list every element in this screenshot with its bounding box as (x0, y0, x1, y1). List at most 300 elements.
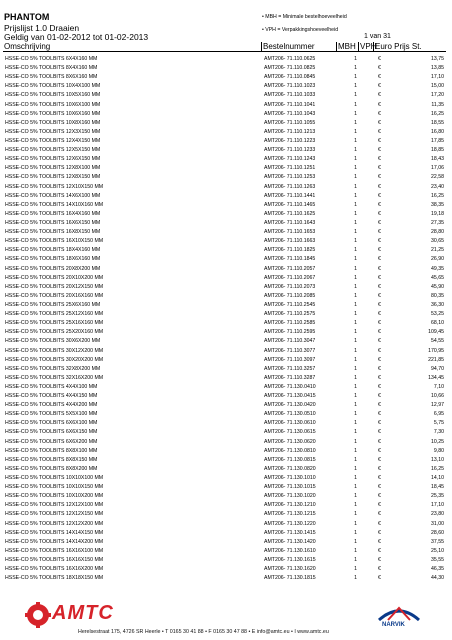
cell-price (374, 274, 446, 283)
price-amount: 28,60 (431, 529, 444, 536)
cell-price (374, 128, 446, 137)
price-amount: 14,10 (431, 475, 444, 482)
cell-mbh: 1 (354, 283, 357, 290)
price-amount: 17,06 (431, 165, 444, 172)
cell-vph (359, 283, 374, 292)
cell-description: HSSE-CO 5% TOOLBITS 25X16X160 MM (5, 320, 104, 327)
cell-order-number: AMT206- 71.110.1263 (264, 183, 316, 190)
cell-price (374, 210, 446, 219)
cell-vph (359, 255, 374, 264)
cell-order-number: AMT206- 71.130.1415 (264, 529, 316, 536)
cell-description: HSSE-CO 5% TOOLBITS 12X4X150 MM (5, 137, 101, 144)
cell-price (374, 510, 446, 519)
table-row (3, 237, 446, 246)
cell-mbh: 1 (354, 229, 357, 236)
currency-symbol: € (378, 356, 381, 363)
currency-symbol: € (378, 56, 381, 62)
cell-mbh: 1 (354, 356, 357, 363)
cell-mbh: 1 (354, 219, 357, 226)
cell-price (374, 301, 446, 310)
cell-description: HSSE-CO 5% TOOLBITS 20X8X200 MM (5, 265, 101, 272)
cell-description: HSSE-CO 5% TOOLBITS 32X16X200 MM (5, 374, 104, 381)
cell-order-number: AMT206- 71.110.3287 (264, 374, 316, 381)
cell-price (374, 110, 446, 119)
cell-price (374, 492, 446, 501)
cell-vph (359, 292, 374, 301)
column-header-order-number: Bestelnummer (262, 42, 337, 51)
cell-order-number: AMT206- 71.130.0615 (264, 429, 316, 436)
cell-mbh: 1 (354, 374, 357, 381)
cell-vph (359, 465, 374, 474)
table-row (3, 356, 446, 365)
price-amount: 16,25 (431, 192, 444, 199)
price-amount: 19,18 (431, 210, 444, 217)
cell-mbh: 1 (354, 265, 357, 272)
cell-price (374, 64, 446, 73)
cell-order-number: AMT206- 71.110.2595 (264, 329, 316, 336)
cell-order-number: AMT206- 71.130.1815 (264, 575, 316, 582)
table-row (3, 219, 446, 228)
cell-mbh: 1 (354, 256, 357, 263)
cell-price (374, 328, 446, 337)
cell-order-number: AMT206- 71.130.1420 (264, 538, 316, 545)
table-row (3, 447, 446, 456)
currency-symbol: € (378, 92, 381, 99)
cell-order-number: AMT206- 71.110.1023 (264, 83, 316, 90)
table-row (3, 283, 446, 292)
table-row (3, 510, 446, 519)
cell-description: HSSE-CO 5% TOOLBITS 12X12X200 MM (5, 520, 104, 527)
cell-price (374, 501, 446, 510)
cell-vph (359, 520, 374, 529)
price-amount: 25,35 (431, 493, 444, 500)
price-amount: 11,35 (431, 101, 444, 108)
cell-mbh: 1 (354, 520, 357, 527)
price-amount: 17,20 (431, 92, 444, 99)
table-row (3, 556, 446, 565)
currency-symbol: € (378, 547, 381, 554)
table-row (3, 82, 446, 91)
cell-mbh: 1 (354, 402, 357, 409)
cell-price (374, 574, 446, 583)
cell-order-number: AMT206- 71.130.1610 (264, 547, 316, 554)
cell-mbh: 1 (354, 429, 357, 436)
table-row (3, 292, 446, 301)
price-amount: 49,35 (431, 265, 444, 272)
cell-mbh: 1 (354, 447, 357, 454)
cell-mbh: 1 (354, 484, 357, 491)
table-row (3, 265, 446, 274)
cell-description: HSSE-CO 5% TOOLBITS 20X10X200 MM (5, 274, 104, 281)
table-row (3, 419, 446, 428)
cell-description: HSSE-CO 5% TOOLBITS 4X4X200 MM (5, 402, 98, 409)
price-amount: 37,55 (431, 538, 444, 545)
table-row (3, 173, 446, 182)
cell-order-number: AMT206- 71.110.1845 (264, 256, 316, 263)
price-amount: 12,97 (431, 402, 444, 409)
currency-symbol: € (378, 557, 381, 564)
cell-mbh: 1 (354, 183, 357, 190)
cell-mbh: 1 (354, 119, 357, 126)
cell-vph (359, 91, 374, 100)
cell-vph (359, 483, 374, 492)
cell-vph (359, 438, 374, 447)
cell-order-number: AMT206- 71.130.0415 (264, 393, 316, 400)
cell-mbh: 1 (354, 420, 357, 427)
cell-order-number: AMT206- 71.110.1041 (264, 101, 316, 108)
currency-symbol: € (378, 402, 381, 409)
currency-symbol: € (378, 447, 381, 454)
cell-vph (359, 538, 374, 547)
price-amount: 17,85 (431, 137, 444, 144)
cell-description: HSSE-CO 5% TOOLBITS 14X10X160 MM (5, 201, 104, 208)
cell-vph (359, 419, 374, 428)
price-amount: 13,85 (431, 65, 444, 72)
pricelist-title: Prijslijst 1.0 Draaien (4, 23, 80, 33)
price-amount: 18,45 (431, 484, 444, 491)
cell-description: HSSE-CO 5% TOOLBITS 14X14X150 MM (5, 529, 104, 536)
cell-description: HSSE-CO 5% TOOLBITS 12X12X100 MM (5, 502, 104, 509)
currency-symbol: € (378, 292, 381, 299)
cell-price (374, 292, 446, 301)
amtc-logo-text: AMTC (52, 602, 114, 624)
cell-order-number: AMT206- 71.130.0815 (264, 456, 316, 463)
cell-price (374, 565, 446, 574)
price-amount: 68,10 (431, 320, 444, 327)
cell-vph (359, 356, 374, 365)
cell-price (374, 438, 446, 447)
cell-description: HSSE-CO 5% TOOLBITS 16X10X150 MM (5, 238, 104, 245)
cell-order-number: AMT206- 71.110.2585 (264, 320, 316, 327)
cell-description: HSSE-CO 5% TOOLBITS 12X3X150 MM (5, 128, 101, 135)
cell-vph (359, 474, 374, 483)
column-header-mbh: MBH (337, 42, 359, 51)
currency-symbol: € (378, 210, 381, 217)
table-header (3, 42, 446, 52)
currency-symbol: € (378, 393, 381, 400)
table-row (3, 137, 446, 146)
cell-vph (359, 501, 374, 510)
cell-vph (359, 319, 374, 328)
cell-vph (359, 328, 374, 337)
currency-symbol: € (378, 101, 381, 108)
table-row (3, 547, 446, 556)
cell-description: HSSE-CO 5% TOOLBITS 10X10X200 MM (5, 493, 104, 500)
table-row (3, 474, 446, 483)
cell-order-number: AMT206- 71.110.2575 (264, 311, 316, 318)
price-table-body (3, 55, 446, 583)
cell-price (374, 410, 446, 419)
cell-vph (359, 510, 374, 519)
currency-symbol: € (378, 301, 381, 308)
cell-description: HSSE-CO 5% TOOLBITS 16X4X160 MM (5, 210, 101, 217)
cell-description: HSSE-CO 5% TOOLBITS 8X8X150 MM (5, 456, 98, 463)
price-amount: 10,25 (431, 438, 444, 445)
cell-mbh: 1 (354, 74, 357, 81)
cell-order-number: AMT206- 71.110.2067 (264, 274, 316, 281)
cell-description: HSSE-CO 5% TOOLBITS 14X6X100 MM (5, 192, 101, 199)
table-row (3, 101, 446, 110)
table-row (3, 55, 446, 64)
table-row (3, 538, 446, 547)
cell-order-number: AMT206- 71.130.1620 (264, 566, 316, 573)
cell-order-number: AMT206- 71.110.0625 (264, 56, 316, 62)
cell-price (374, 428, 446, 437)
currency-symbol: € (378, 475, 381, 482)
cell-vph (359, 310, 374, 319)
cell-description: HSSE-CO 5% TOOLBITS 8X6X160 MM (5, 74, 98, 81)
currency-symbol: € (378, 83, 381, 90)
cell-description: HSSE-CO 5% TOOLBITS 12X8X150 MM (5, 174, 101, 181)
table-row (3, 119, 446, 128)
price-amount: 23,80 (431, 511, 444, 518)
cell-description: HSSE-CO 5% TOOLBITS 10X6X100 MM (5, 101, 101, 108)
cell-order-number: AMT206- 71.110.1243 (264, 156, 316, 163)
cell-price (374, 529, 446, 538)
table-row (3, 483, 446, 492)
cell-price (374, 73, 446, 82)
cell-mbh: 1 (354, 502, 357, 509)
cell-description: HSSE-CO 5% TOOLBITS 6X4X160 MM (5, 56, 98, 62)
cell-order-number: AMT206- 71.110.2545 (264, 301, 316, 308)
table-row (3, 365, 446, 374)
currency-symbol: € (378, 147, 381, 154)
price-amount: 38,35 (431, 201, 444, 208)
currency-symbol: € (378, 283, 381, 290)
cell-price (374, 255, 446, 264)
narvik-logo-text: NARVIK (382, 622, 405, 628)
table-row (3, 347, 446, 356)
cell-vph (359, 201, 374, 210)
cell-order-number: AMT206- 71.110.1043 (264, 110, 316, 117)
cell-mbh: 1 (354, 465, 357, 472)
table-row (3, 210, 446, 219)
price-amount: 18,85 (431, 147, 444, 154)
cell-vph (359, 228, 374, 237)
cell-description: HSSE-CO 5% TOOLBITS 12X6X150 MM (5, 156, 101, 163)
cell-price (374, 538, 446, 547)
cell-price (374, 137, 446, 146)
cell-order-number: AMT206- 71.130.0610 (264, 420, 316, 427)
cell-order-number: AMT206- 71.110.1441 (264, 192, 316, 199)
cell-mbh: 1 (354, 301, 357, 308)
cell-price (374, 483, 446, 492)
price-amount: 46,35 (431, 566, 444, 573)
cell-order-number: AMT206- 71.130.1020 (264, 493, 316, 500)
cell-order-number: AMT206- 71.130.1220 (264, 520, 316, 527)
cell-price (374, 146, 446, 155)
currency-symbol: € (378, 156, 381, 163)
cell-description: HSSE-CO 5% TOOLBITS 12X5X150 MM (5, 147, 101, 154)
cell-mbh: 1 (354, 547, 357, 554)
price-amount: 27,35 (431, 219, 444, 226)
currency-symbol: € (378, 465, 381, 472)
currency-symbol: € (378, 383, 381, 390)
cell-vph (359, 529, 374, 538)
table-row (3, 392, 446, 401)
cell-description: HSSE-CO 5% TOOLBITS 10X4X100 MM (5, 83, 101, 90)
cell-order-number: AMT206- 71.110.1253 (264, 174, 316, 181)
cell-description: HSSE-CO 5% TOOLBITS 16X8X150 MM (5, 229, 101, 236)
currency-symbol: € (378, 520, 381, 527)
currency-symbol: € (378, 265, 381, 272)
cell-mbh: 1 (354, 320, 357, 327)
cell-description: HSSE-CO 5% TOOLBITS 12X10X150 MM (5, 183, 104, 190)
cell-description: HSSE-CO 5% TOOLBITS 12X12X150 MM (5, 511, 104, 518)
cell-vph (359, 301, 374, 310)
price-amount: 18,43 (431, 156, 444, 163)
cell-mbh: 1 (354, 538, 357, 545)
cell-description: HSSE-CO 5% TOOLBITS 20X12X150 MM (5, 283, 104, 290)
currency-symbol: € (378, 456, 381, 463)
cell-order-number: AMT206- 71.130.0820 (264, 465, 316, 472)
cell-price (374, 192, 446, 201)
table-row (3, 183, 446, 192)
cell-price (374, 347, 446, 356)
cell-mbh: 1 (354, 247, 357, 254)
cell-mbh: 1 (354, 529, 357, 536)
cell-order-number: AMT206- 71.130.1015 (264, 484, 316, 491)
cell-description: HSSE-CO 5% TOOLBITS 4X4X150 MM (5, 393, 98, 400)
table-row (3, 192, 446, 201)
cell-vph (359, 192, 374, 201)
currency-symbol: € (378, 320, 381, 327)
cell-vph (359, 565, 374, 574)
price-amount: 16,25 (431, 110, 444, 117)
cell-mbh: 1 (354, 92, 357, 99)
cell-mbh: 1 (354, 511, 357, 518)
price-amount: 13,75 (431, 56, 444, 62)
price-amount: 17,10 (431, 74, 444, 81)
cell-order-number: AMT206- 71.110.1625 (264, 210, 316, 217)
cell-price (374, 228, 446, 237)
currency-symbol: € (378, 338, 381, 345)
table-row (3, 428, 446, 437)
cell-order-number: AMT206- 71.110.2085 (264, 292, 316, 299)
price-amount: 6,95 (433, 411, 444, 418)
cell-vph (359, 392, 374, 401)
cell-description: HSSE-CO 5% TOOLBITS 8X8X100 MM (5, 447, 98, 454)
cell-vph (359, 164, 374, 173)
cell-price (374, 219, 446, 228)
table-row (3, 401, 446, 410)
currency-symbol: € (378, 219, 381, 226)
brand-title: PHANTOM (4, 12, 50, 22)
company-address: Herelsestraat 175, 4726 SR Heerle • T 0165 30 41 88 • F 0165 30 47 88 • E info@amtc.eu • I www.amtc.eu (78, 629, 329, 635)
cell-vph (359, 155, 374, 164)
cell-order-number: AMT206- 71.110.1653 (264, 229, 316, 236)
cell-price (374, 520, 446, 529)
cell-price (374, 237, 446, 246)
cell-vph (359, 128, 374, 137)
cell-price (374, 365, 446, 374)
currency-symbol: € (378, 493, 381, 500)
cell-mbh: 1 (354, 201, 357, 208)
column-header-description: Omschrijving (3, 42, 262, 51)
cell-description: HSSE-CO 5% TOOLBITS 18X18X150 MM (5, 575, 104, 582)
cell-price (374, 556, 446, 565)
cell-mbh: 1 (354, 393, 357, 400)
cell-description: HSSE-CO 5% TOOLBITS 6X6X200 MM (5, 438, 98, 445)
table-row (3, 274, 446, 283)
currency-symbol: € (378, 137, 381, 144)
price-amount: 44,30 (431, 575, 444, 582)
cell-order-number: AMT206- 71.110.2073 (264, 283, 316, 290)
price-amount: 28,80 (431, 229, 444, 236)
cell-order-number: AMT206- 71.130.1615 (264, 557, 316, 564)
table-row (3, 164, 446, 173)
cell-price (374, 419, 446, 428)
cell-mbh: 1 (354, 292, 357, 299)
currency-symbol: € (378, 511, 381, 518)
table-row (3, 128, 446, 137)
cell-mbh: 1 (354, 110, 357, 117)
currency-symbol: € (378, 201, 381, 208)
cell-price (374, 283, 446, 292)
currency-symbol: € (378, 438, 381, 445)
cell-order-number: AMT206- 71.110.2057 (264, 265, 316, 272)
table-row (3, 337, 446, 346)
price-amount: 16,25 (431, 465, 444, 472)
table-row (3, 328, 446, 337)
cell-order-number: AMT206- 71.110.3257 (264, 365, 316, 372)
cell-vph (359, 337, 374, 346)
cell-order-number: AMT206- 71.110.1223 (264, 137, 316, 144)
price-amount: 16,80 (431, 128, 444, 135)
cell-mbh: 1 (354, 475, 357, 482)
table-row (3, 383, 446, 392)
cell-mbh: 1 (354, 365, 357, 372)
cell-description: HSSE-CO 5% TOOLBITS 6X6X150 MM (5, 429, 98, 436)
cell-price (374, 246, 446, 255)
cell-description: HSSE-CO 5% TOOLBITS 10X10X150 MM (5, 484, 104, 491)
cell-vph (359, 365, 374, 374)
cell-order-number: AMT206- 71.110.1233 (264, 147, 316, 154)
price-amount: 31,00 (431, 520, 444, 527)
cell-mbh: 1 (354, 83, 357, 90)
table-row (3, 155, 446, 164)
cell-price (374, 392, 446, 401)
cell-vph (359, 101, 374, 110)
cell-vph (359, 547, 374, 556)
table-row (3, 255, 446, 264)
table-row (3, 565, 446, 574)
cell-mbh: 1 (354, 65, 357, 72)
cell-vph (359, 383, 374, 392)
table-row (3, 110, 446, 119)
cell-order-number: AMT206- 71.110.0825 (264, 65, 316, 72)
cell-description: HSSE-CO 5% TOOLBITS 8X8X200 MM (5, 465, 98, 472)
cell-mbh: 1 (354, 192, 357, 199)
currency-symbol: € (378, 311, 381, 318)
price-amount: 26,90 (431, 256, 444, 263)
cell-mbh: 1 (354, 210, 357, 217)
price-amount: 15,00 (431, 83, 444, 90)
table-row (3, 529, 446, 538)
price-amount: 35,55 (431, 557, 444, 564)
cell-vph (359, 64, 374, 73)
price-amount: 22,58 (431, 174, 444, 181)
price-amount: 10,66 (431, 393, 444, 400)
table-row (3, 465, 446, 474)
table-row (3, 492, 446, 501)
cell-description: HSSE-CO 5% TOOLBITS 30X20X200 MM (5, 356, 104, 363)
cell-mbh: 1 (354, 128, 357, 135)
currency-symbol: € (378, 365, 381, 372)
currency-symbol: € (378, 128, 381, 135)
cell-description: HSSE-CO 5% TOOLBITS 16X16X100 MM (5, 547, 104, 554)
table-row (3, 501, 446, 510)
